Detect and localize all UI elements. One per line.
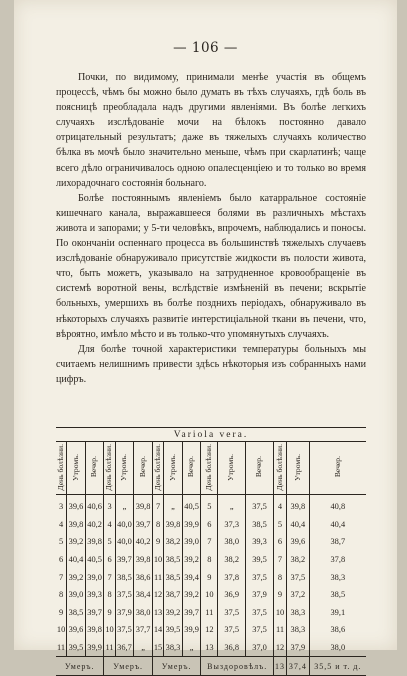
table-cell: 39,8 bbox=[134, 495, 153, 516]
column-header-label: День болѣзни. bbox=[104, 443, 114, 491]
table-cell: 13 bbox=[201, 639, 218, 657]
table-cell: 37,5 bbox=[246, 604, 274, 622]
table-cell: 38,5 bbox=[67, 604, 86, 622]
column-header bbox=[273, 442, 286, 495]
table-cell: 36,8 bbox=[218, 639, 246, 657]
table-cell: 9 bbox=[273, 586, 286, 604]
column-header-label: Вечер. bbox=[186, 456, 196, 478]
table-cell: 5 bbox=[201, 495, 218, 516]
column-header-label: Утромъ. bbox=[292, 453, 302, 481]
page-number: — 106 — bbox=[173, 40, 238, 56]
column-header-label: Вечер. bbox=[89, 456, 99, 478]
table-cell: „ bbox=[115, 495, 134, 516]
table-cell: 8 bbox=[273, 568, 286, 586]
table-cell: 3 bbox=[104, 495, 115, 516]
table-row bbox=[56, 495, 366, 516]
table-cell: 39,8 bbox=[85, 533, 104, 551]
table-cell: 38,7 bbox=[309, 533, 366, 551]
table-cell: 36,7 bbox=[115, 639, 134, 657]
table-cell: 37,8 bbox=[218, 568, 246, 586]
table-cell: 40,5 bbox=[85, 551, 104, 569]
table-row bbox=[56, 551, 366, 569]
table-cell: 7 bbox=[59, 572, 64, 582]
table-cell: 39,6 bbox=[287, 533, 310, 551]
table-cell: 40,4 bbox=[287, 516, 310, 534]
column-header-label: Вечер. bbox=[137, 456, 147, 478]
table-cell: 40,2 bbox=[134, 533, 153, 551]
footer-outcome-3: Умеръ. bbox=[152, 657, 201, 676]
temperature-table bbox=[56, 427, 366, 676]
table-cell: 37,5 bbox=[287, 568, 310, 586]
table-cell: 10 bbox=[273, 604, 286, 622]
table-cell: 40,6 bbox=[85, 495, 104, 516]
footer-outcome-1: Умеръ. bbox=[56, 657, 104, 676]
table-cell: 38,4 bbox=[134, 586, 153, 604]
table-cell: „ bbox=[218, 495, 246, 516]
column-header bbox=[152, 442, 163, 495]
table-cell: 9 bbox=[201, 568, 218, 586]
table-cell: 39,7 bbox=[134, 516, 153, 534]
table-cell: 37,8 bbox=[309, 551, 366, 569]
footer-day: 13 bbox=[273, 657, 286, 676]
table-cell: 39,6 bbox=[67, 495, 86, 516]
table-cell: 5 bbox=[59, 537, 64, 547]
table-cell: 38,6 bbox=[309, 621, 366, 639]
column-header bbox=[182, 442, 201, 495]
table-cell: 37,5 bbox=[246, 568, 274, 586]
table-cell: 6 bbox=[201, 516, 218, 534]
column-header-label: День болѣзни. bbox=[204, 443, 214, 491]
table-cell: 39,8 bbox=[164, 516, 183, 534]
column-header-label: Вечер. bbox=[332, 456, 342, 478]
table-cell: 39,0 bbox=[85, 568, 104, 586]
table-cell: 7 bbox=[273, 551, 286, 569]
table-cell: 37,5 bbox=[246, 621, 274, 639]
table-cell: 39,7 bbox=[85, 604, 104, 622]
table-cell: 37,5 bbox=[115, 621, 134, 639]
table-cell: 4 bbox=[104, 516, 115, 534]
table-cell: 40,5 bbox=[182, 495, 201, 516]
table-cell: 37,7 bbox=[134, 621, 153, 639]
column-header-label: Утромъ. bbox=[226, 453, 236, 481]
table-cell: 39,7 bbox=[182, 604, 201, 622]
table-cell: 39,4 bbox=[182, 568, 201, 586]
table-cell: 11 bbox=[201, 604, 218, 622]
table-cell: 39,8 bbox=[134, 551, 153, 569]
table-cell: 4 bbox=[273, 495, 286, 516]
column-header-label: День болѣзни. bbox=[274, 443, 284, 491]
table-cell: 37,9 bbox=[287, 639, 310, 657]
table-cell: 14 bbox=[152, 621, 163, 639]
table-cell: 10 bbox=[56, 625, 66, 635]
table-cell: 4 bbox=[59, 519, 64, 529]
table-cell: 37,9 bbox=[115, 604, 134, 622]
table-cell: 39,2 bbox=[182, 551, 201, 569]
table-cell: 39,7 bbox=[115, 551, 134, 569]
table-cell: 11 bbox=[104, 639, 115, 657]
footer-outcome-2: Умеръ. bbox=[104, 657, 153, 676]
column-header bbox=[164, 442, 183, 495]
table-cell: 38,0 bbox=[218, 533, 246, 551]
table-cell: 39,5 bbox=[164, 621, 183, 639]
table-cell: 38,2 bbox=[218, 551, 246, 569]
table-cell: 39,8 bbox=[67, 516, 86, 534]
table-cell: „ bbox=[134, 639, 153, 657]
table-body bbox=[56, 495, 366, 657]
table-cell: 10 bbox=[152, 551, 163, 569]
table-cell: 39,2 bbox=[67, 568, 86, 586]
table-header-row bbox=[56, 442, 366, 495]
table-cell: 38,0 bbox=[134, 604, 153, 622]
table-cell: 5 bbox=[104, 533, 115, 551]
table-cell: 39,5 bbox=[246, 551, 274, 569]
table-cell: 38,2 bbox=[287, 551, 310, 569]
column-header-label: Утромъ. bbox=[119, 453, 129, 481]
table-cell: 39,6 bbox=[67, 621, 86, 639]
table-cell: 39,2 bbox=[164, 604, 183, 622]
table-cell: „ bbox=[182, 639, 201, 657]
table-cell: 11 bbox=[273, 621, 286, 639]
table-cell: 38,5 bbox=[246, 516, 274, 534]
column-header bbox=[218, 442, 246, 495]
table-cell: 39,0 bbox=[182, 533, 201, 551]
table-cell: 37,3 bbox=[218, 516, 246, 534]
table-cell: 5 bbox=[273, 516, 286, 534]
table-cell: 38,0 bbox=[309, 639, 366, 657]
table-cell: 12 bbox=[201, 621, 218, 639]
table-cell: 38,6 bbox=[134, 568, 153, 586]
table-cell: 12 bbox=[152, 586, 163, 604]
table-cell: 38,5 bbox=[115, 568, 134, 586]
table-cell: 38,2 bbox=[164, 533, 183, 551]
table-cell: 37,5 bbox=[218, 621, 246, 639]
table-cell: 39,1 bbox=[309, 604, 366, 622]
table-cell: 10 bbox=[201, 586, 218, 604]
table-cell: 39,3 bbox=[246, 533, 274, 551]
table-cell: 39,2 bbox=[67, 533, 86, 551]
footer-morning: 37,4 bbox=[287, 657, 310, 676]
table-cell: 37,2 bbox=[287, 586, 310, 604]
book-page bbox=[14, 0, 397, 671]
table-cell: 40,2 bbox=[85, 516, 104, 534]
footer-outcome-4: Выздоровѣлъ. bbox=[201, 657, 274, 676]
column-header bbox=[246, 442, 274, 495]
column-header bbox=[104, 442, 115, 495]
table-cell: 37,5 bbox=[115, 586, 134, 604]
body-text bbox=[56, 70, 366, 387]
table-cell: 38,7 bbox=[164, 586, 183, 604]
column-header bbox=[287, 442, 310, 495]
table-cell: 15 bbox=[152, 639, 163, 657]
column-header bbox=[56, 442, 67, 495]
table-cell: „ bbox=[164, 495, 183, 516]
table-row bbox=[56, 586, 366, 604]
table-cell: 37,9 bbox=[246, 586, 274, 604]
table-cell: 36,9 bbox=[218, 586, 246, 604]
table-cell: 40,8 bbox=[309, 495, 366, 516]
table-cell: 38,3 bbox=[287, 621, 310, 639]
table-cell: 3 bbox=[59, 502, 64, 512]
column-header bbox=[67, 442, 86, 495]
table-cell: 38,3 bbox=[287, 604, 310, 622]
paragraph-3: Для болѣе точной характеристики температуры больныхъ мы считаемъ нелишнимъ привести здѣсь нѣкоторыя изъ собранныхъ нами цифръ. bbox=[56, 343, 366, 385]
table-row bbox=[56, 533, 366, 551]
table-cell: 39,0 bbox=[67, 586, 86, 604]
paragraph-2: Болѣе постояннымъ явленіемъ было катарральное состояніе кишечнаго канала, выражавшееся болями въ различныхъ мѣстахъ живота и запорами; у 5-ти человѣкъ, впрочемъ, наблюдались и поносы. По окончаніи оспеннаго процесса въ большинствѣ тяжелыхъ случаевъ изслѣдованіе обнаруживало присутствіе жидкости въ полости живота, что, быть можетъ, указывало на затрудненное кровообращеніе въ системѣ воротной вены, вслѣдствіе измѣненій въ печени; вскрытіе больныхъ, умершихъ въ болѣе позднихъ періодахъ, обнаруживало въ нѣкоторыхъ случаяхъ развитіе интерстиціальной ткани въ печени, что, вѣроятно, имѣло мѣсто и въ только-что упомянутыхъ случаяхъ. bbox=[56, 192, 366, 340]
table-footer-row bbox=[56, 657, 366, 676]
table-cell: 13 bbox=[152, 604, 163, 622]
table-cell: 9 bbox=[152, 533, 163, 551]
table-cell: 9 bbox=[59, 607, 64, 617]
table-cell: 39,8 bbox=[85, 621, 104, 639]
table-cell: 38,3 bbox=[164, 639, 183, 657]
table-cell: 39,8 bbox=[287, 495, 310, 516]
table-cell: 38,5 bbox=[164, 568, 183, 586]
paragraph-1: Почки, по видимому, принимали менѣе участія въ общемъ процессѣ, чѣмъ бы можно было думать въ тѣхъ случаяхъ, гдѣ боль въ поясницѣ преобладала надъ другими явленіями. Въ болѣе легкихъ случаяхъ изслѣдованіе мочи на бѣлокъ постоянно давало отрицательный результатъ; даже въ тяжелыхъ случаяхъ количество бѣлка въ мочѣ было значительно меньше, чѣмъ при скарлатинѣ; чаще всего дѣло ограничивалось одною опалесценціею и то только во время лихорадочнаго состоянія больнаго. bbox=[56, 72, 366, 189]
column-header-label: Вечер. bbox=[254, 456, 264, 478]
table-cell: 39,9 bbox=[182, 621, 201, 639]
table-row bbox=[56, 621, 366, 639]
table-cell: 9 bbox=[104, 604, 115, 622]
column-header-label: День болѣзни. bbox=[152, 443, 162, 491]
table-row bbox=[56, 568, 366, 586]
table-cell: 40,0 bbox=[115, 516, 134, 534]
table-cell: 7 bbox=[104, 568, 115, 586]
table-cell: 39,2 bbox=[182, 586, 201, 604]
table-cell: 12 bbox=[273, 639, 286, 657]
table-cell: 8 bbox=[152, 516, 163, 534]
table-cell: 11 bbox=[57, 643, 66, 653]
table-cell: 39,9 bbox=[85, 639, 104, 657]
table-cell: 39,3 bbox=[85, 586, 104, 604]
table-cell: 39,9 bbox=[182, 516, 201, 534]
column-header bbox=[134, 442, 153, 495]
column-header-label: День болѣзни. bbox=[55, 443, 65, 491]
table-cell: 37,5 bbox=[246, 495, 274, 516]
table-cell: 8 bbox=[201, 551, 218, 569]
table-cell: 6 bbox=[273, 533, 286, 551]
table-cell: 37,0 bbox=[246, 639, 274, 657]
table-cell: 38,3 bbox=[309, 568, 366, 586]
table-cell: 8 bbox=[59, 590, 64, 600]
table-cell: 40,4 bbox=[309, 516, 366, 534]
table-cell: 40,0 bbox=[115, 533, 134, 551]
table-cell: 38,5 bbox=[309, 586, 366, 604]
footer-evening: 35,5 и т. д. bbox=[309, 657, 366, 676]
table-cell: 6 bbox=[104, 551, 115, 569]
table-cell: 37,5 bbox=[218, 604, 246, 622]
column-header bbox=[115, 442, 134, 495]
table-title: Variola vera. bbox=[56, 428, 366, 442]
table-row bbox=[56, 604, 366, 622]
table-cell: 39,5 bbox=[67, 639, 86, 657]
table-cell: 40,4 bbox=[67, 551, 86, 569]
table-cell: 7 bbox=[201, 533, 218, 551]
column-header bbox=[85, 442, 104, 495]
column-header bbox=[309, 442, 366, 495]
table-cell: 8 bbox=[104, 586, 115, 604]
table-cell: 6 bbox=[59, 555, 64, 565]
table-cell: 38,5 bbox=[164, 551, 183, 569]
table-row bbox=[56, 639, 366, 657]
table-cell: 10 bbox=[104, 621, 115, 639]
column-header-label: Утромъ. bbox=[70, 453, 80, 481]
table-row bbox=[56, 516, 366, 534]
column-header bbox=[201, 442, 218, 495]
table-cell: 11 bbox=[152, 568, 163, 586]
column-header-label: Утромъ. bbox=[167, 453, 177, 481]
table-cell: 7 bbox=[152, 495, 163, 516]
